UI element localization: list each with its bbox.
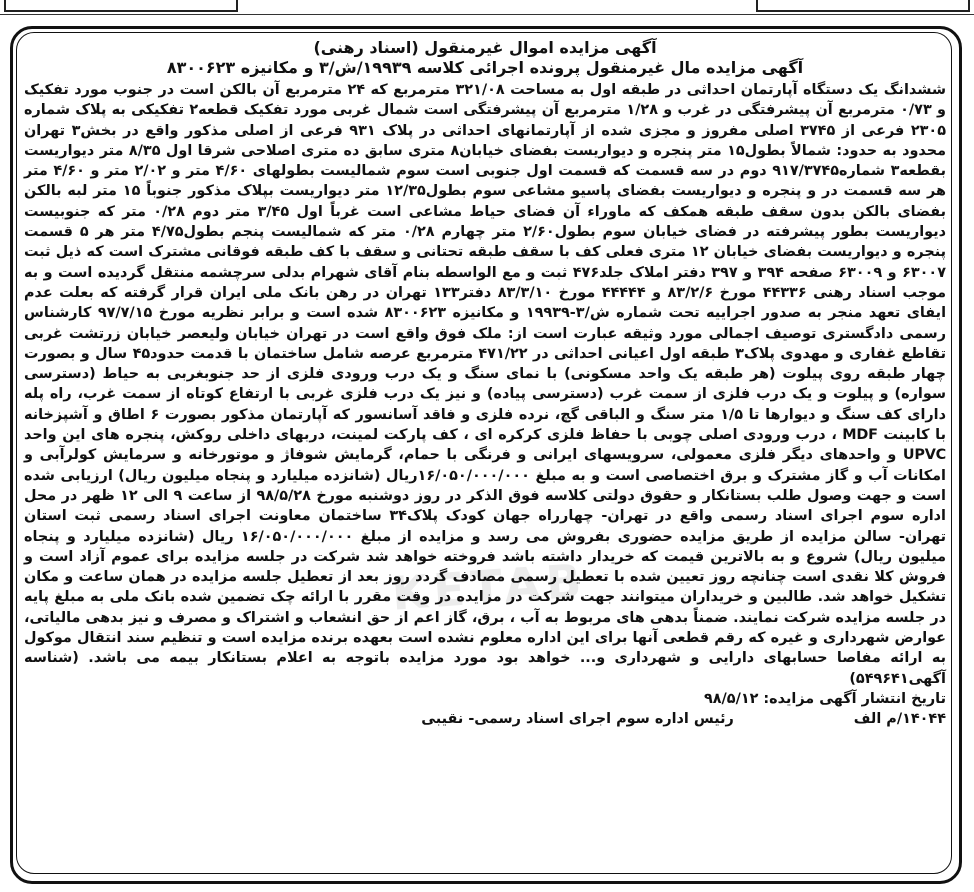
notice-subheading: آگهی مزایده مال غیرمنقول پرونده اجرائی کلاسه ۱۹۹۳۹/ش/۳ و مکانیزه ۸۳۰۰۶۲۳ <box>166 58 804 77</box>
notice-body: ششدانگ یک دستگاه آپارتمان احداثی در طبقه اول به مساحت ۳۲۱/۰۸ مترمربع که ۲۴ مترمربع آن بالکن است در جنوب مورد تفکیک و ۰/۷۳ مترمربع آن پیشرفتگی در غرب و ۱/۲۸ مترمربع آن پیشرفتگی است شمال غربی مورد تفکیک قطعه۲ تفکیکی به پلاک شماره ۲۳۰۵ فرعی از ۳۷۴۵ اصلی مفروز و مجزی شده از آپارتمانهای احداثی در پلاک ۹۳۱ فرعی از اصلی مذکور واقع در بخش۳ تهران محدود به حدود: شمالاً بطول۱۵ متر پنجره و دیواریست بفضای خیابان۸ متری سابق ده متری اصلاحی شرقا اول ۸/۳۵ متر دیواریست بقطعه۳ شماره۹۱۷/۳۷۴۵ دوم در سه قسمت که قسمت اول جنوبی است سوم شمالیست بطولهای ۴/۶۰ متر و ۲/۰۲ متر و ۴/۶۰ متر هر سه قسمت در و پنجره و دیواریست بفضای پاسیو مشاعی سوم بطول۱۲/۳۵ متر دیواریست بپلاک مذکور جنوباً ۱۵ متر لبه بالکن بفضای بالکن بدون سقف طبقه همکف که ماوراء آن فضای حیاط مشاعی است غرباً اول ۳/۴۵ متر دوم ۰/۲۸ متر که جنوبیست دیواریست بطور پیشرفته در فضای خیابان سوم بطول۲/۶۰ متر چهارم ۰/۲۸ متر که شمالیست پنجم بطول۴/۷۵ متر هر ۵ قسمت پنجره و دیواریست بفضای خیابان ۱۲ متری فعلی کف با سقف طبقه تحتانی و سقف با کف طبقه فوقانی مشترک است که ذیل ثبت ۶۳۰۰۷ و ۶۳۰۰۹ صفحه ۳۹۴ و ۳۹۷ دفتر املاک جلد۴۷۶ ثبت و مع الواسطه بنام آقای شهرام بدلی سرچشمه منتقل گردیده است و به موجب اسناد رهنی ۴۴۳۳۶ مورخ ۸۳/۲/۶ و ۴۴۴۴۴ مورخ ۸۳/۳/۱۰ دفتر۱۳۳ تهران در رهن بانک ملی ایران قرار گرفته که بعلت عدم ایفای تعهد منجر به صدور اجراییه تحت شماره ش/۳-۱۹۹۳۹ و مکانیزه ۸۳۰۰۶۲۳ شده است و برابر نظریه مورخ ۹۷/۷/۱۵ کارشناس رسمی دادگستری توصیف اجمالی مورد وثیقه عبارت است از: ملک فوق واقع است در تهران خیابان ولیعصر خیابان زرتشت غربی تقاطع غفاری و مهدوی پلاک۳ طبقه اول اعیانی احداثی در ۴۷۱/۲۲ مترمربع عرصه شامل ساختمان با قدمت حدود۴۵ سال و بصورت چهار طبقه روی پیلوت (هر طبقه یک واحد مسکونی) با نمای سنگ و یک درب ورودی فلزی از حد جنوبغربی به حیاط (دسترسی سواره) و پیلوت و یک درب فلزی از سمت غرب (دسترسی پیاده) و نیز یک درب فلزی غربی با ارتفاع کوتاه از سمت غرب، راه پله دارای کف سنگ و دیوارها تا ۱/۵ متر سنگ و الباقی گچ، نرده فلزی و فاقد آسانسور که آپارتمان مذکور بصورت ۶ اطاق و آشپزخانه با کابینت MDF ، درب ورودی اصلی چوبی با حفاظ فلزی کرکره ای ، کف پارکت لمینت، دربهای داخلی روکش، پنجره های این واحد UPVC و واحدهای دیگر فلزی معمولی، سرویسهای ایرانی و فرنگی با حمام، گرمایش شوفاژ و موتورخانه و سرمایش کولرآبی و امکانات آب و گاز مشترک و برق اختصاصی است و به مبلغ ۱۶/۰۵۰/۰۰۰/۰۰۰ریال (شانزده میلیارد و پنجاه میلیون ریال) ارزیابی شده است و جهت وصول طلب بستانکار و حقوق دولتی کلاسه فوق الذکر در روز دوشنبه مورخ ۹۸/۵/۲۸ از ساعت ۹ الی ۱۲ ظهر در محل اداره سوم اجرای اسناد رسمی واقع در تهران- چهارراه جهان کودک پلاک۳۴ ساختمان معاونت اجرای اسناد رسمی ثبت استان تهران- سالن مزایده از طریق مزایده حضوری بفروش می رسد و مزایده از مبلغ ۱۶/۰۵۰/۰۰۰/۰۰۰ ریال (شانزده میلیارد و پنجاه میلیون ریال) شروع و به بالاترین قیمت که خریدار داشته باشد فروخته خواهد شد شرکت در جلسه مزایده برای عموم آزاد است و فروش کلا نقدی است چنانچه روز تعیین شده با تعطیل رسمی مصادف گردد روز بعد از تعطیل جلسه مزایده در همان ساعت و مکان تشکیل خواهد شد. طالبین و خریداران میتوانند جهت شرکت در مزایده در وقت مقرر با ارائه چک تضمین شده بانک ملی به مبلغ پایه در جلسه مزایده شرکت نمایند. ضمناً بدهی های مربوط به آب ، برق، گاز اعم از حق انشعاب و اشتراک و مصرف و نیز بدهی مالیاتی، عوارض شهرداری و غیره که رقم قطعی آنها برای این اداره معلوم نشده است بعهده برنده مزایده است و تنظیم سند انتقال موکول به ارائه مفاصا حسابهای دارایی و شهرداری و... خواهد بود مورد مزایده باتوجه به اعلام بستانکار بیمه می باشد. (شناسه آگهی۵۴۹۶۴۱) <box>24 82 947 687</box>
signature-line: رئیس اداره سوم اجرای اسناد رسمی- نقیبی <box>421 710 734 727</box>
top-right-box <box>756 0 970 12</box>
notice-content <box>24 38 946 870</box>
notice-code: ۱۴۰۴۴/م الف <box>853 710 946 727</box>
publish-date: تاریخ انتشار آگهی مزایده: ۹۸/۵/۱۲ <box>703 690 946 707</box>
background-watermark: KETAB <box>390 553 589 621</box>
top-left-box <box>4 0 238 12</box>
top-cut-strip <box>0 0 974 15</box>
notice-footer <box>24 709 946 729</box>
notice-heading: آگهی مزایده اموال غیرمنقول (اسناد رهنی) <box>313 38 657 57</box>
